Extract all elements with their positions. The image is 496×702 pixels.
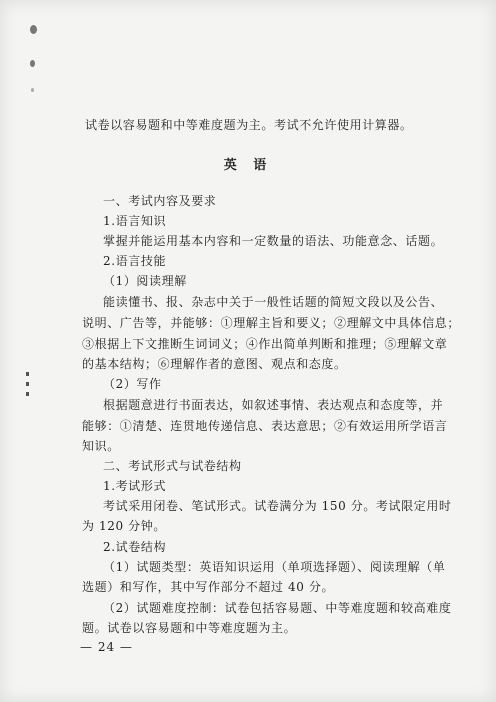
text-line: 1.语言知识 [103, 214, 167, 228]
text-line: 2.语言技能 [103, 254, 167, 268]
text-line: 2.试卷结构 [103, 540, 167, 554]
text-line: 说明、广告等，并能够：①理解主旨和要义；②理解文中具体信息； [82, 316, 461, 330]
text-line: 考试采用闭卷、笔试形式。试卷满分为 150 分。考试限定用时 [103, 499, 452, 513]
text-line: （2）试题难度控制：试卷包括容易题、中等难度题和较高难度 [103, 601, 452, 615]
binding-hole [30, 25, 37, 34]
text-line: （2）写作 [103, 377, 162, 391]
binding-hole [30, 60, 35, 67]
text-line: 掌握并能运用基本内容和一定数量的语法、功能意念、话题。 [103, 234, 444, 248]
text-line: 1.考试形式 [103, 479, 167, 493]
text-line: 能够：①清楚、连贯地传递信息、表达意思；②有效运用所学语言 [82, 419, 448, 433]
text-line: 根据题意进行书面表达，如叙述事情、表达观点和态度等，并 [103, 398, 444, 412]
text-line: 题。试卷以容易题和中等难度题为主。 [82, 621, 297, 635]
text-line: 的基本结构；⑥理解作者的意图、观点和态度。 [82, 357, 347, 371]
text-line: 为 120 分钟。 [82, 519, 166, 533]
text-line: ③根据上下文推断生词词义；④作出简单判断和推理；⑤理解文章 [82, 337, 448, 351]
text-line: 二、考试形式与试卷结构 [103, 459, 242, 473]
section-title: 英 语 [223, 158, 273, 173]
binding-hole [31, 88, 34, 92]
binding-marks [26, 372, 29, 402]
intro-line: 试卷以容易题和中等难度题为主。考试不允许使用计算器。 [85, 118, 413, 132]
text-line: 能读懂书、报、杂志中关于一般性话题的简短文段以及公告、 [103, 295, 444, 309]
text-line: （1）阅读理解 [103, 274, 187, 288]
text-line: 一、考试内容及要求 [103, 194, 217, 208]
text-line: （1）试题类型：英语知识运用（单项选择题）、阅读理解（单 [103, 560, 446, 574]
text-line: 选题）和写作，其中写作部分不超过 40 分。 [82, 580, 335, 594]
text-line: 知识。 [82, 439, 120, 453]
page-number: — 24 — [80, 640, 133, 654]
